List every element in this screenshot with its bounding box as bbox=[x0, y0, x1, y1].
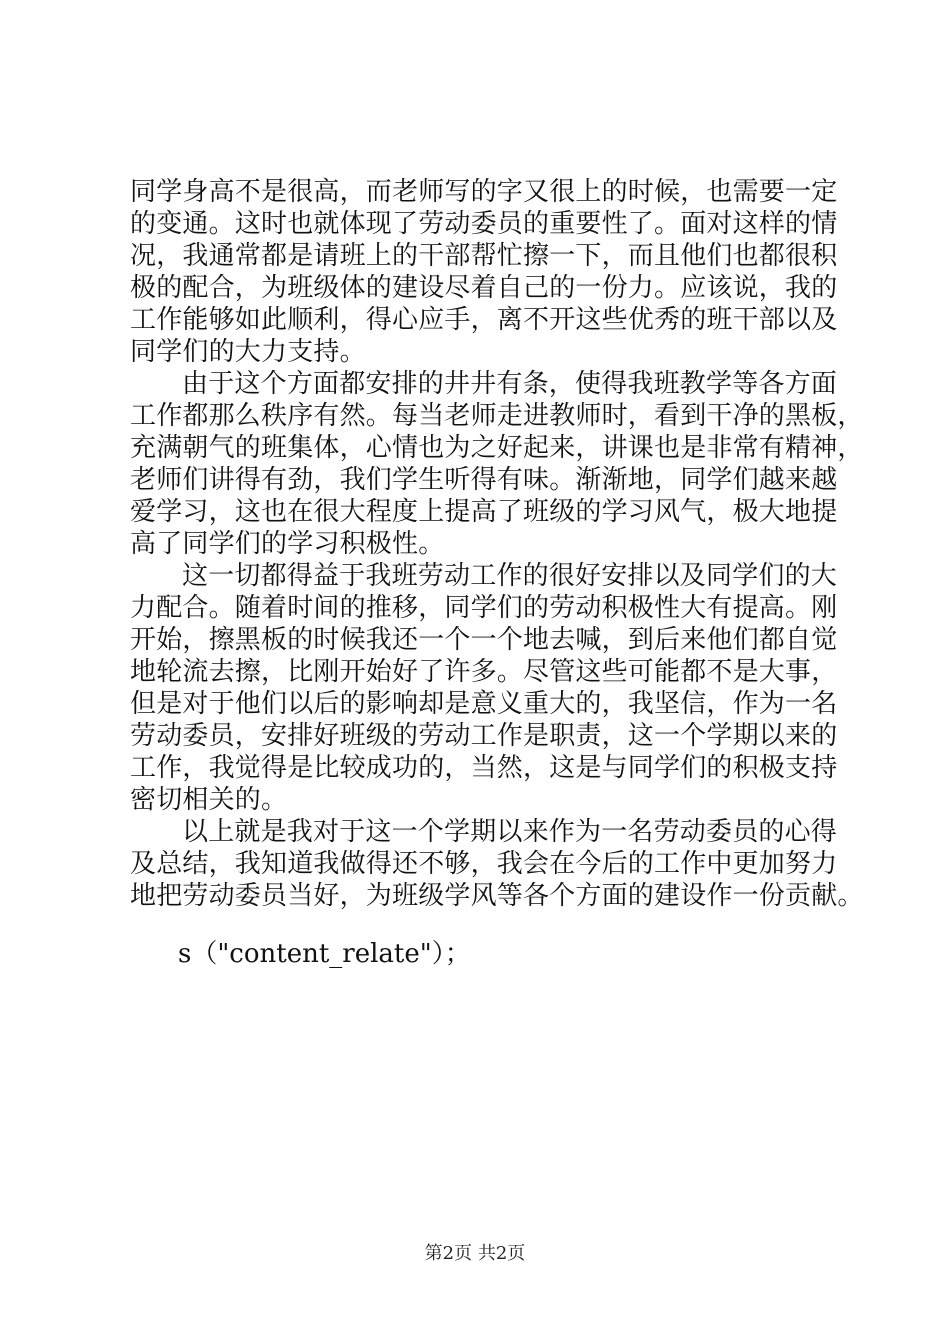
paragraph-line: 及总结，我知道我做得还不够，我会在今后的工作中更加努力 bbox=[130, 849, 838, 879]
paragraph-line: 工作，我觉得是比较成功的，当然，这是与同学们的积极支持 bbox=[130, 753, 838, 783]
paragraph-line: 充满朝气的班集体，心情也为之好起来，讲课也是非常有精神， bbox=[130, 433, 864, 463]
paragraph-line: 的变通。这时也就体现了劳动委员的重要性了。面对这样的情 bbox=[130, 209, 838, 239]
paragraph-line: 工作能够如此顺利，得心应手，离不开这些优秀的班干部以及 bbox=[130, 305, 838, 335]
paragraph-first-line: 以上就是我对于这一个学期以来作为一名劳动委员的心得 bbox=[182, 817, 838, 847]
paragraph-line: 高了同学们的学习积极性。 bbox=[130, 529, 445, 559]
paragraph-line: 劳动委员，安排好班级的劳动工作是职责，这一个学期以来的 bbox=[130, 721, 838, 751]
paragraph-line: 力配合。随着时间的推移，同学们的劳动积极性大有提高。刚 bbox=[130, 593, 838, 623]
paragraph-line: 密切相关的。 bbox=[130, 785, 288, 815]
paragraph-first-line: 由于这个方面都安排的井井有条，使得我班教学等各方面 bbox=[182, 369, 838, 399]
paragraph-line: 极的配合，为班级体的建设尽着自己的一份力。应该说，我的 bbox=[130, 273, 838, 303]
paragraph-line: 但是对于他们以后的影响却是意义重大的，我坚信，作为一名 bbox=[130, 689, 838, 719]
paragraph-line: 爱学习，这也在很大程度上提高了班级的学习风气，极大地提 bbox=[130, 497, 838, 527]
paragraph-line: 老师们讲得有劲，我们学生听得有味。渐渐地，同学们越来越 bbox=[130, 465, 838, 495]
paragraph-line: 同学们的大力支持。 bbox=[130, 337, 366, 367]
paragraph-line: 况，我通常都是请班上的干部帮忙擦一下，而且他们也都很积 bbox=[130, 241, 838, 271]
code-snippet: s（"content_relate"）； bbox=[178, 939, 471, 969]
page-footer: 第2页 共2页 bbox=[424, 1243, 526, 1264]
paragraph-line: 工作都那么秩序有然。每当老师走进教师时，看到干净的黑板， bbox=[130, 401, 864, 431]
paragraph-first-line: 这一切都得益于我班劳动工作的很好安排以及同学们的大 bbox=[182, 561, 838, 591]
paragraph-line: 同学身高不是很高，而老师写的字又很上的时候，也需要一定 bbox=[130, 177, 838, 207]
paragraph-line: 开始，擦黑板的时候我还一个一个地去喊，到后来他们都自觉 bbox=[130, 625, 838, 655]
paragraph-line: 地把劳动委员当好，为班级学风等各个方面的建设作一份贡献。 bbox=[130, 881, 864, 911]
paragraph-line: 地轮流去擦，比刚开始好了许多。尽管这些可能都不是大事， bbox=[130, 657, 838, 687]
